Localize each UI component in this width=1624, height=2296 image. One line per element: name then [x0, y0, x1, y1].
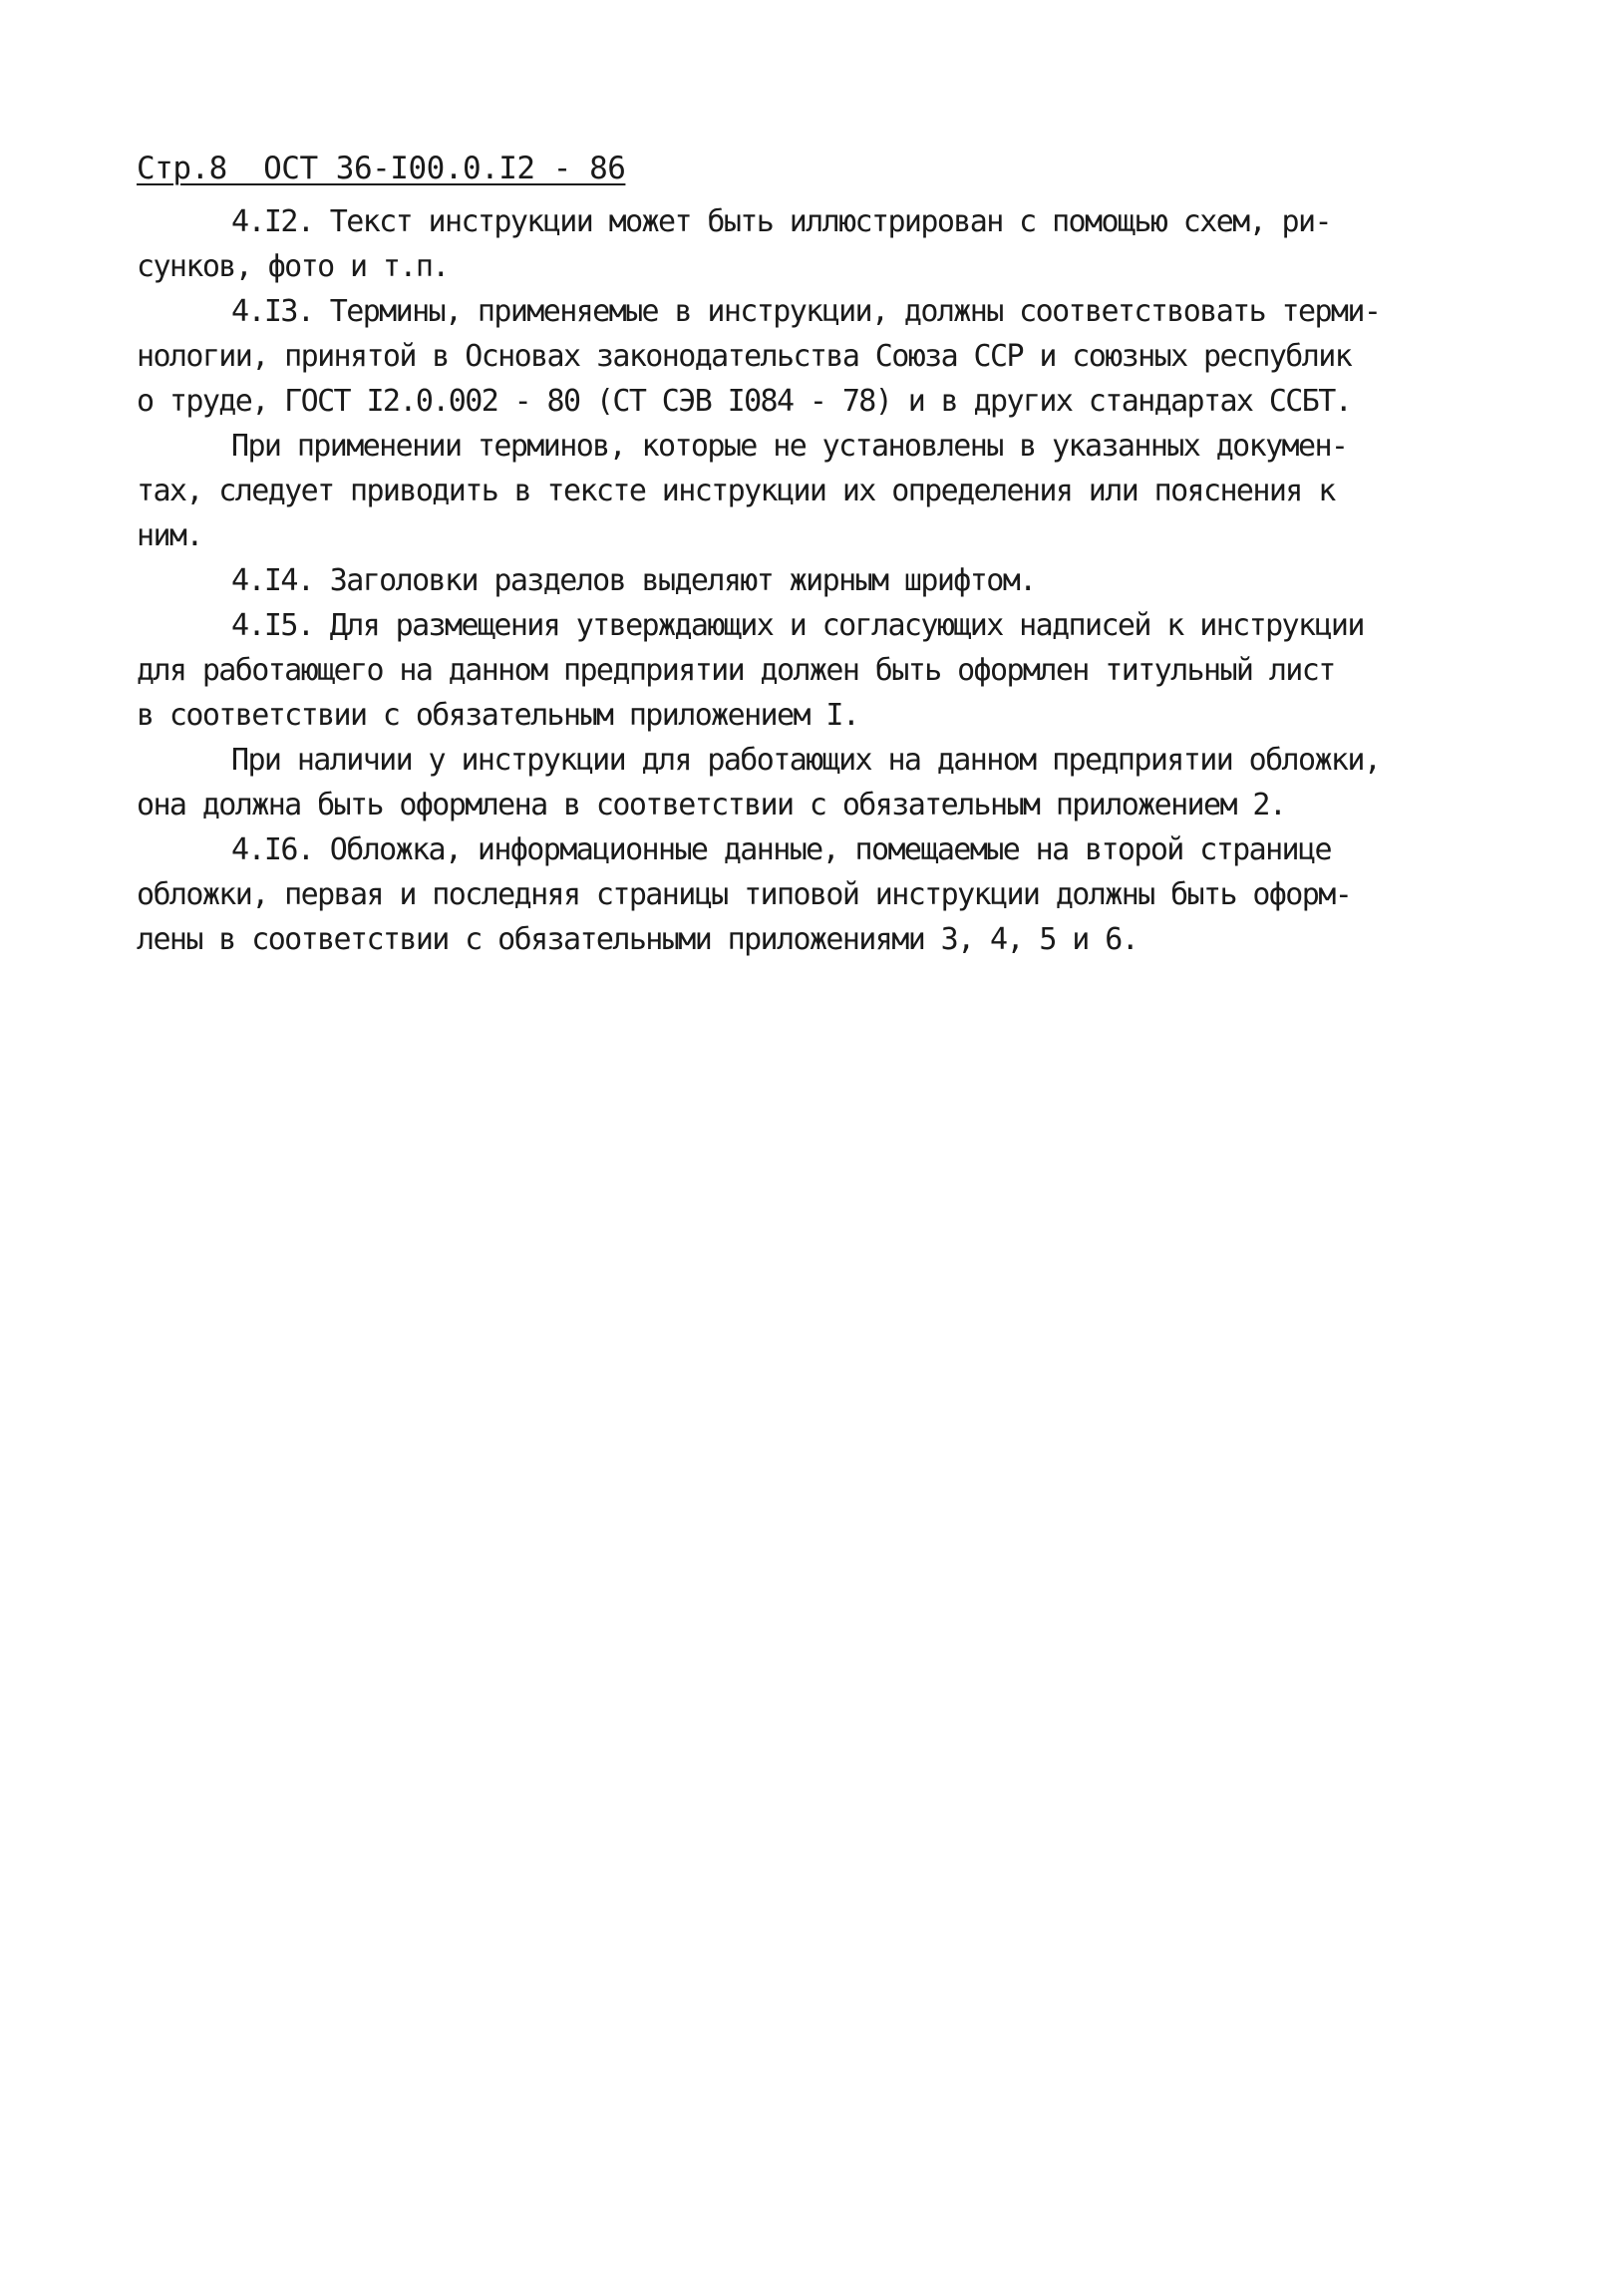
text-line: она должна быть оформлена в соответствии с обязательным приложением 2.: [137, 788, 1286, 822]
body-text: [137, 199, 1517, 962]
page-header: Стр.8 ОСТ 36-I00.0.I2 - 86: [137, 151, 626, 186]
text-line: При применении терминов, которые не установлены в указанных докумен-: [231, 429, 1348, 464]
text-line: для работающего на данном предприятии должен быть оформлен титульный лист: [137, 653, 1335, 688]
text-line: 4.I3. Термины, применяемые в инструкции, должны соответствовать терми-: [231, 294, 1381, 329]
text-line: о труде, ГОСТ I2.0.002 - 80 (СТ СЭВ I084 - 78) и в других стандартах ССБТ.: [137, 384, 1352, 419]
text-line: лены в соответствии с обязательными приложениями 3, 4, 5 и 6.: [137, 922, 1138, 957]
text-line: сунков, фото и т.п.: [137, 249, 449, 284]
text-line: 4.I6. Обложка, информационные данные, помещаемые на второй странице: [231, 832, 1331, 867]
text-line: ним.: [137, 518, 202, 553]
text-line: нологии, принятой в Основах законодательства Союза ССР и союзных республик: [137, 339, 1352, 374]
text-line: в соответствии с обязательным приложением I.: [137, 698, 859, 733]
text-line: 4.I2. Текст инструкции может быть иллюстрирован с помощью схем, ри-: [231, 204, 1331, 239]
text-line: тах, следует приводить в тексте инструкции их определения или пояснения к: [137, 474, 1335, 508]
text-line: 4.I5. Для размещения утверждающих и согласующих надписей к инструкции: [231, 608, 1364, 643]
text-line: 4.I4. Заголовки разделов выделяют жирным шрифтом.: [231, 563, 1036, 598]
text-line: При наличии у инструкции для работающих на данном предприятии обложки,: [231, 743, 1381, 778]
text-line: обложки, первая и последняя страницы типовой инструкции должны быть оформ-: [137, 877, 1352, 912]
